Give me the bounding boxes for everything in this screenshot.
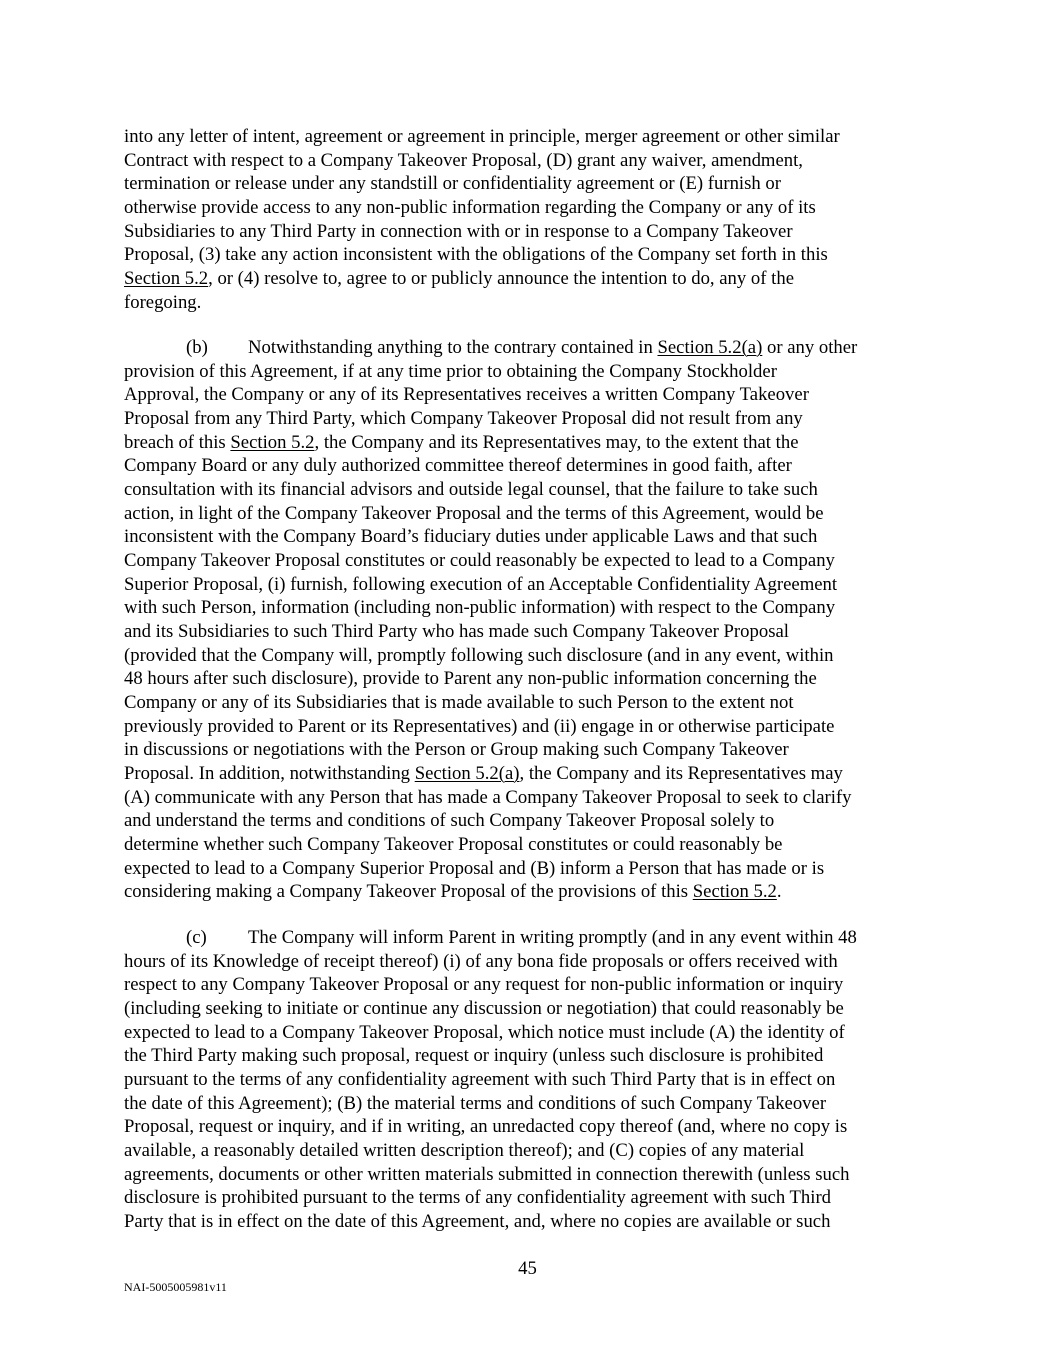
text-line: (including seeking to initiate or continue any discussion or negotiation) that could reasonably be <box>124 998 844 1019</box>
text-line: Proposal, request or inquiry, and if in writing, an unredacted copy thereof (and, where no copy is <box>124 1116 848 1137</box>
text-line: inconsistent with the Company Board’s fiduciary duties under applicable Laws and that such <box>124 526 818 547</box>
text-line: available, a reasonably detailed written description thereof); and (C) copies of any material <box>124 1140 805 1161</box>
text-line <box>124 880 782 904</box>
text-line: (provided that the Company will, promptly following such disclosure (and in any event, within <box>124 645 834 666</box>
text-line: Company Takeover Proposal constitutes or could reasonably be expected to lead to a Company <box>124 550 835 571</box>
paragraph-c-first-line <box>186 926 857 950</box>
text-line <box>124 267 794 291</box>
text-line: respect to any Company Takeover Proposal or any request for non-public information or inquiry <box>124 974 844 995</box>
text-line: termination or release under any standstill or confidentiality agreement or (E) furnish or <box>124 173 781 194</box>
section-reference-link: Section 5.2(a) <box>657 337 763 358</box>
text-line: pursuant to the terms of any confidentiality agreement with such Third Party that is in effect on <box>124 1069 836 1090</box>
text-line <box>124 762 843 786</box>
text-line: expected to lead to a Company Takeover Proposal, which notice must include (A) the identity of <box>124 1022 845 1043</box>
text-span: , the Company and its Representatives may <box>519 763 843 784</box>
paragraph-label: (b) <box>186 337 208 358</box>
section-reference-link: Section 5.2 <box>692 881 777 902</box>
text-line: determine whether such Company Takeover Proposal constitutes or could reasonably be <box>124 834 783 855</box>
text-line: Approval, the Company or any of its Representatives receives a written Company Takeover <box>124 384 809 405</box>
text-line: and its Subsidiaries to such Third Party who has made such Company Takeover Proposal <box>124 621 789 642</box>
paragraph-b-first-line <box>186 336 857 360</box>
text-line: provision of this Agreement, if at any time prior to obtaining the Company Stockholder <box>124 361 777 382</box>
text-span: or any other <box>762 337 858 358</box>
text-line: Contract with respect to a Company Takeover Proposal, (D) grant any waiver, amendment, <box>124 150 803 171</box>
text-span: Proposal. In addition, notwithstanding <box>124 763 415 784</box>
text-line: Proposal, (3) take any action inconsistent with the obligations of the Company set forth in this <box>124 244 828 265</box>
text-line: Superior Proposal, (i) furnish, following execution of an Acceptable Confidentiality Agreement <box>124 574 838 595</box>
document-id: NAI-5005005981v11 <box>124 1280 227 1294</box>
text-span: The Company will inform Parent in writing promptly (and in any event within 48 <box>248 927 857 948</box>
paragraph-label: (c) <box>186 927 207 948</box>
text-line: Company Board or any duly authorized committee thereof determines in good faith, after <box>124 455 792 476</box>
text-line: consultation with its financial advisors and outside legal counsel, that the failure to take such <box>124 479 818 500</box>
text-line: expected to lead to a Company Superior Proposal and (B) inform a Person that has made or is <box>124 858 825 879</box>
text-line: previously provided to Parent or its Representatives) and (ii) engage in or otherwise participate <box>124 716 835 737</box>
text-line: into any letter of intent, agreement or agreement in principle, merger agreement or other similar <box>124 126 840 147</box>
text-line: otherwise provide access to any non-public information regarding the Company or any of its <box>124 197 816 218</box>
text-line: Company or any of its Subsidiaries that is made available to such Person to the extent not <box>124 692 794 713</box>
text-line: foregoing. <box>124 292 202 313</box>
page-number: 45 <box>518 1258 537 1279</box>
text-line: agreements, documents or other written materials submitted in connection therewith (unless such <box>124 1164 850 1185</box>
text-line: 48 hours after such disclosure), provide to Parent any non-public information concerning the <box>124 668 817 689</box>
text-line: in discussions or negotiations with the Person or Group making such Company Takeover <box>124 739 789 760</box>
text-line: Subsidiaries to any Third Party in connection with or in response to a Company Takeover <box>124 221 793 242</box>
text-line: with such Person, information (including non-public information) with respect to the Company <box>124 597 836 618</box>
text-line: disclosure is prohibited pursuant to the terms of any confidentiality agreement with such Third <box>124 1187 832 1208</box>
text-line: the date of this Agreement); (B) the material terms and conditions of such Company Takeover <box>124 1093 827 1114</box>
text-span: , the Company and its Representatives may, to the extent that the <box>314 432 799 453</box>
text-span: considering making a Company Takeover Proposal of the provisions of this <box>124 881 693 902</box>
text-line: (A) communicate with any Person that has made a Company Takeover Proposal to seek to clarify <box>124 787 852 808</box>
text-line: hours of its Knowledge of receipt thereof) (i) of any bona fide proposals or offers received with <box>124 951 838 972</box>
section-reference-link: Section 5.2 <box>230 432 315 453</box>
text-line: the Third Party making such proposal, request or inquiry (unless such disclosure is prohibited <box>124 1045 824 1066</box>
text-line <box>124 431 799 455</box>
text-span: breach of this <box>124 432 231 453</box>
text-line: and understand the terms and conditions of such Company Takeover Proposal solely to <box>124 810 775 831</box>
section-reference-link: Section 5.2(a) <box>414 763 520 784</box>
text-span: , or (4) resolve to, agree to or publicly announce the intention to do, any of the <box>208 268 794 289</box>
text-span: Notwithstanding anything to the contrary contained in <box>248 337 658 358</box>
section-reference-link: Section 5.2 <box>124 268 209 289</box>
text-line: Party that is in effect on the date of this Agreement, and, where no copies are available or such <box>124 1211 831 1232</box>
text-span: . <box>776 881 782 902</box>
text-line: action, in light of the Company Takeover Proposal and the terms of this Agreement, would be <box>124 503 824 524</box>
text-line: Proposal from any Third Party, which Company Takeover Proposal did not result from any <box>124 408 803 429</box>
